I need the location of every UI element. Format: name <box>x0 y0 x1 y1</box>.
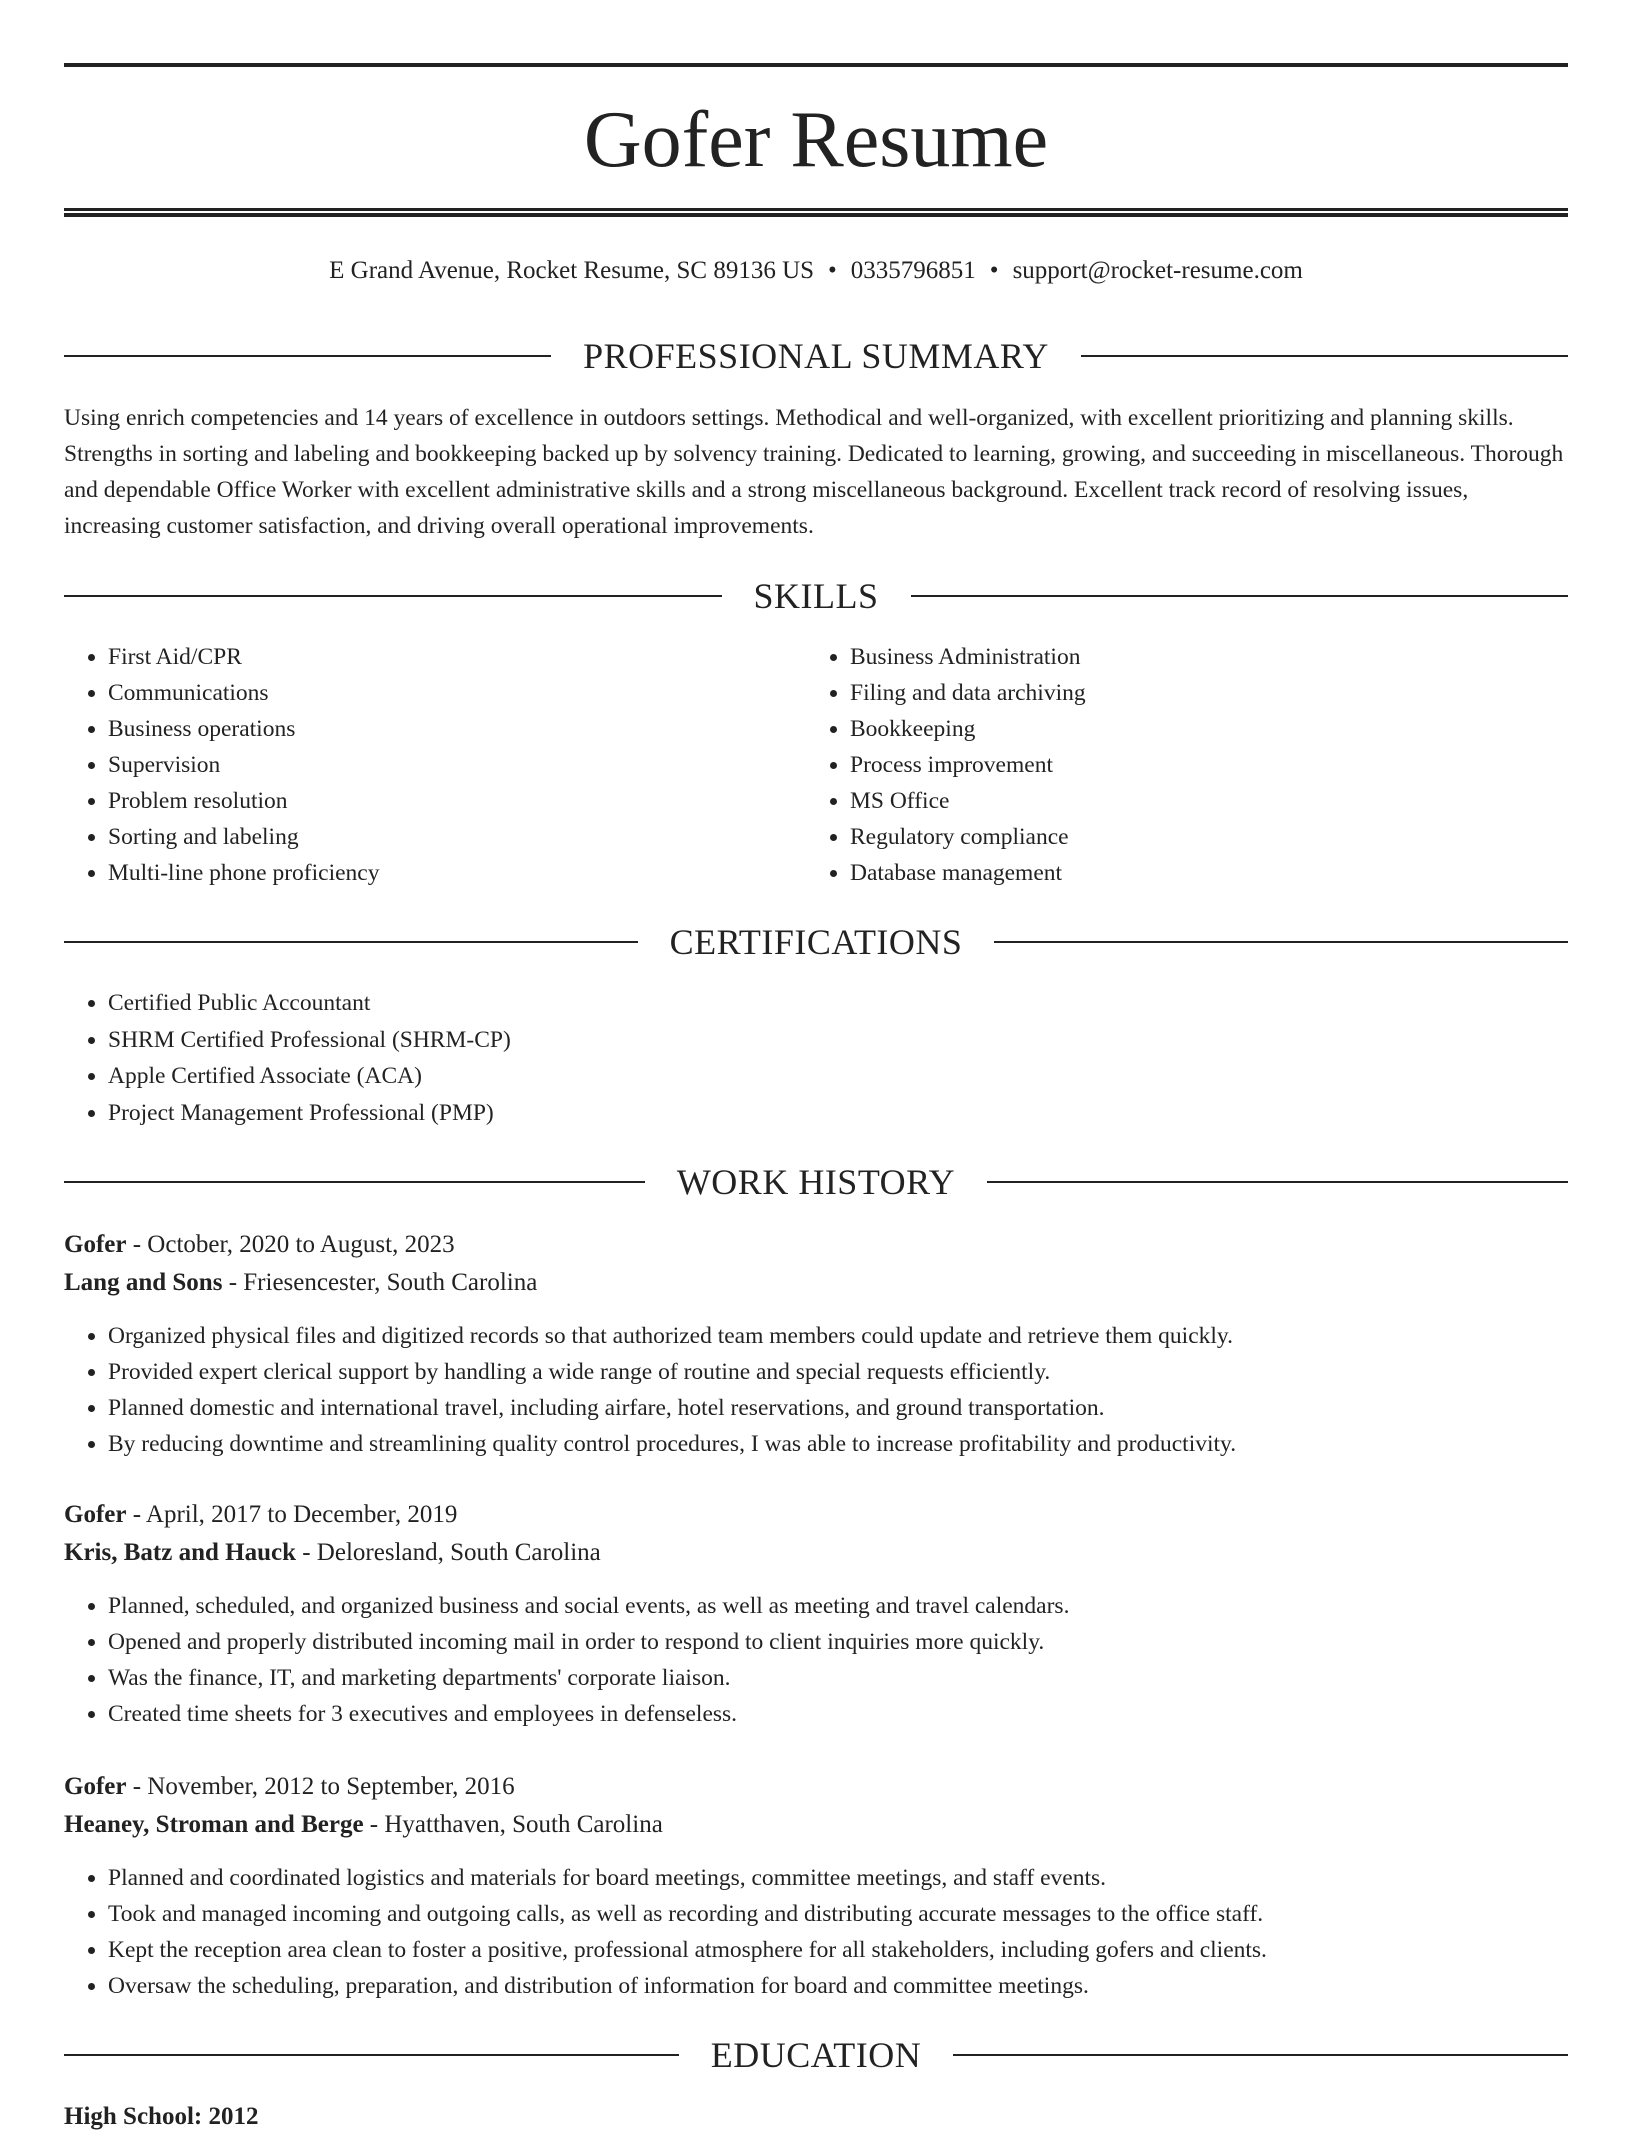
job-title: Gofer <box>64 1773 127 1800</box>
job-company-line <box>64 1264 1568 1302</box>
section-rule <box>1081 355 1568 357</box>
job-title-line <box>64 1768 1568 1806</box>
section-header-work-history <box>64 1160 1568 1204</box>
section-rule <box>987 1181 1568 1183</box>
job-entry <box>64 1768 1568 2004</box>
section-rule <box>911 595 1569 597</box>
job-title-line <box>64 1226 1568 1264</box>
skills-column-left <box>64 639 806 891</box>
job-duty: • Planned and coordinated logistics and materials for board meetings, committee meetings, and staff events. <box>108 1860 1568 1896</box>
job-location: - Deloresland, South Carolina <box>295 1539 601 1566</box>
section-rule <box>64 355 551 357</box>
section-rule <box>64 941 638 943</box>
job-company: Kris, Batz and Hauck <box>64 1539 296 1566</box>
job-duty: • Took and managed incoming and outgoing calls, as well as recording and distributing accurate messages to the office staff. <box>108 1896 1568 1932</box>
section-header-summary <box>64 334 1568 378</box>
skill-item: • Regulatory compliance <box>850 819 1548 855</box>
job-company-line <box>64 1806 1568 1844</box>
section-title: EDUCATION <box>710 2035 922 2075</box>
skills-column-right <box>806 639 1548 891</box>
job-dates: - April, 2017 to December, 2019 <box>126 1501 458 1528</box>
section-title: CERTIFICATIONS <box>669 922 963 962</box>
job-duty: • Oversaw the scheduling, preparation, and distribution of information for board and committee meetings. <box>108 1968 1568 2004</box>
job-entry <box>64 1226 1568 1462</box>
section-rule <box>994 941 1568 943</box>
certification-item: • Project Management Professional (PMP) <box>108 1095 1568 1132</box>
job-duties <box>64 1588 1568 1732</box>
contact-line <box>64 254 1568 288</box>
skill-item: • Filing and data archiving <box>850 675 1548 711</box>
job-location: - Friesencester, South Carolina <box>222 1269 538 1296</box>
job-title-line <box>64 1496 1568 1534</box>
skill-item: • Business Administration <box>850 639 1548 675</box>
job-title: Gofer <box>64 1231 127 1258</box>
contact-separator: • <box>989 257 999 284</box>
contact-email: support@rocket-resume.com <box>1012 257 1303 284</box>
section-header-skills <box>64 574 1568 618</box>
skill-item: • Supervision <box>108 747 806 783</box>
job-title: Gofer <box>64 1501 127 1528</box>
section-rule <box>953 2054 1568 2056</box>
certifications-list <box>64 985 1568 1131</box>
job-company-line <box>64 1534 1568 1572</box>
skill-item: • Problem resolution <box>108 783 806 819</box>
contact-phone: 0335796851 <box>850 257 976 284</box>
section-header-certifications <box>64 920 1568 964</box>
section-title: SKILLS <box>753 576 879 616</box>
skill-item: • Business operations <box>108 711 806 747</box>
certification-item: • SHRM Certified Professional (SHRM-CP) <box>108 1022 1568 1059</box>
job-duty: • Planned domestic and international travel, including airfare, hotel reservations, and ground transportation. <box>108 1390 1568 1426</box>
job-duty: • Kept the reception area clean to foster a positive, professional atmosphere for all stakeholders, including gofers and clients. <box>108 1932 1568 1968</box>
contact-address: E Grand Avenue, Rocket Resume, SC 89136 US <box>329 257 815 284</box>
section-rule <box>64 595 722 597</box>
top-rule <box>64 63 1568 67</box>
skill-item: • Bookkeeping <box>850 711 1548 747</box>
job-company: Lang and Sons <box>64 1269 223 1296</box>
section-title: WORK HISTORY <box>676 1162 956 1202</box>
skill-item: • Sorting and labeling <box>108 819 806 855</box>
skill-item: • Multi-line phone proficiency <box>108 855 806 891</box>
job-duty: • Opened and properly distributed incoming mail in order to respond to client inquiries more quickly. <box>108 1624 1568 1660</box>
job-dates: - October, 2020 to August, 2023 <box>126 1231 455 1258</box>
certification-item: • Apple Certified Associate (ACA) <box>108 1058 1568 1095</box>
skill-item: • Process improvement <box>850 747 1548 783</box>
job-duty: • Provided expert clerical support by handling a wide range of routine and special requests efficiently. <box>108 1354 1568 1390</box>
job-company: Heaney, Stroman and Berge <box>64 1811 364 1838</box>
contact-separator: • <box>828 257 837 284</box>
job-location: - Hyatthaven, South Carolina <box>363 1811 663 1838</box>
section-rule <box>64 2054 679 2056</box>
job-duty: • Planned, scheduled, and organized business and social events, as well as meeting and travel calendars. <box>108 1588 1568 1624</box>
job-duties <box>64 1318 1568 1462</box>
skills-list <box>64 639 1568 891</box>
skill-item: • Database management <box>850 855 1548 891</box>
certification-item: • Certified Public Accountant <box>108 985 1568 1022</box>
job-duties <box>64 1860 1568 2004</box>
section-rule <box>64 1181 645 1183</box>
resume-title: Gofer Resume <box>583 96 1049 184</box>
education-entry: High School: 2012 <box>64 2103 259 2130</box>
job-entry <box>64 1496 1568 1732</box>
section-title: PROFESSIONAL SUMMARY <box>583 336 1049 376</box>
skill-item: • MS Office <box>850 783 1548 819</box>
title-double-rule <box>64 208 1568 217</box>
skill-item: • Communications <box>108 675 806 711</box>
job-dates: - November, 2012 to September, 2016 <box>126 1773 515 1800</box>
job-duty: • Was the finance, IT, and marketing departments' corporate liaison. <box>108 1660 1568 1696</box>
job-duty: • Created time sheets for 3 executives and employees in defenseless. <box>108 1696 1568 1732</box>
section-header-education <box>64 2033 1568 2077</box>
job-duty: • By reducing downtime and streamlining quality control procedures, I was able to increase profitability and productivity. <box>108 1426 1568 1462</box>
job-duty: • Organized physical files and digitized records so that authorized team members could update and retrieve them quickly. <box>108 1318 1568 1354</box>
summary-text: Using enrich competencies and 14 years of excellence in outdoors settings. Methodical and well-organized, with excellent prioritizing and planning skills. Strengths in sorting and labeling and bookkeeping backed up by solvency training. Dedicated to learning, growing, and succeeding in miscellaneous. Thorough and dependable Office Worker with excellent administrative skills and a strong miscellaneous background. Excellent track record of resolving issues, increasing customer satisfaction, and driving overall operational improvements. <box>64 405 1564 539</box>
skill-item: • First Aid/CPR <box>108 639 806 675</box>
